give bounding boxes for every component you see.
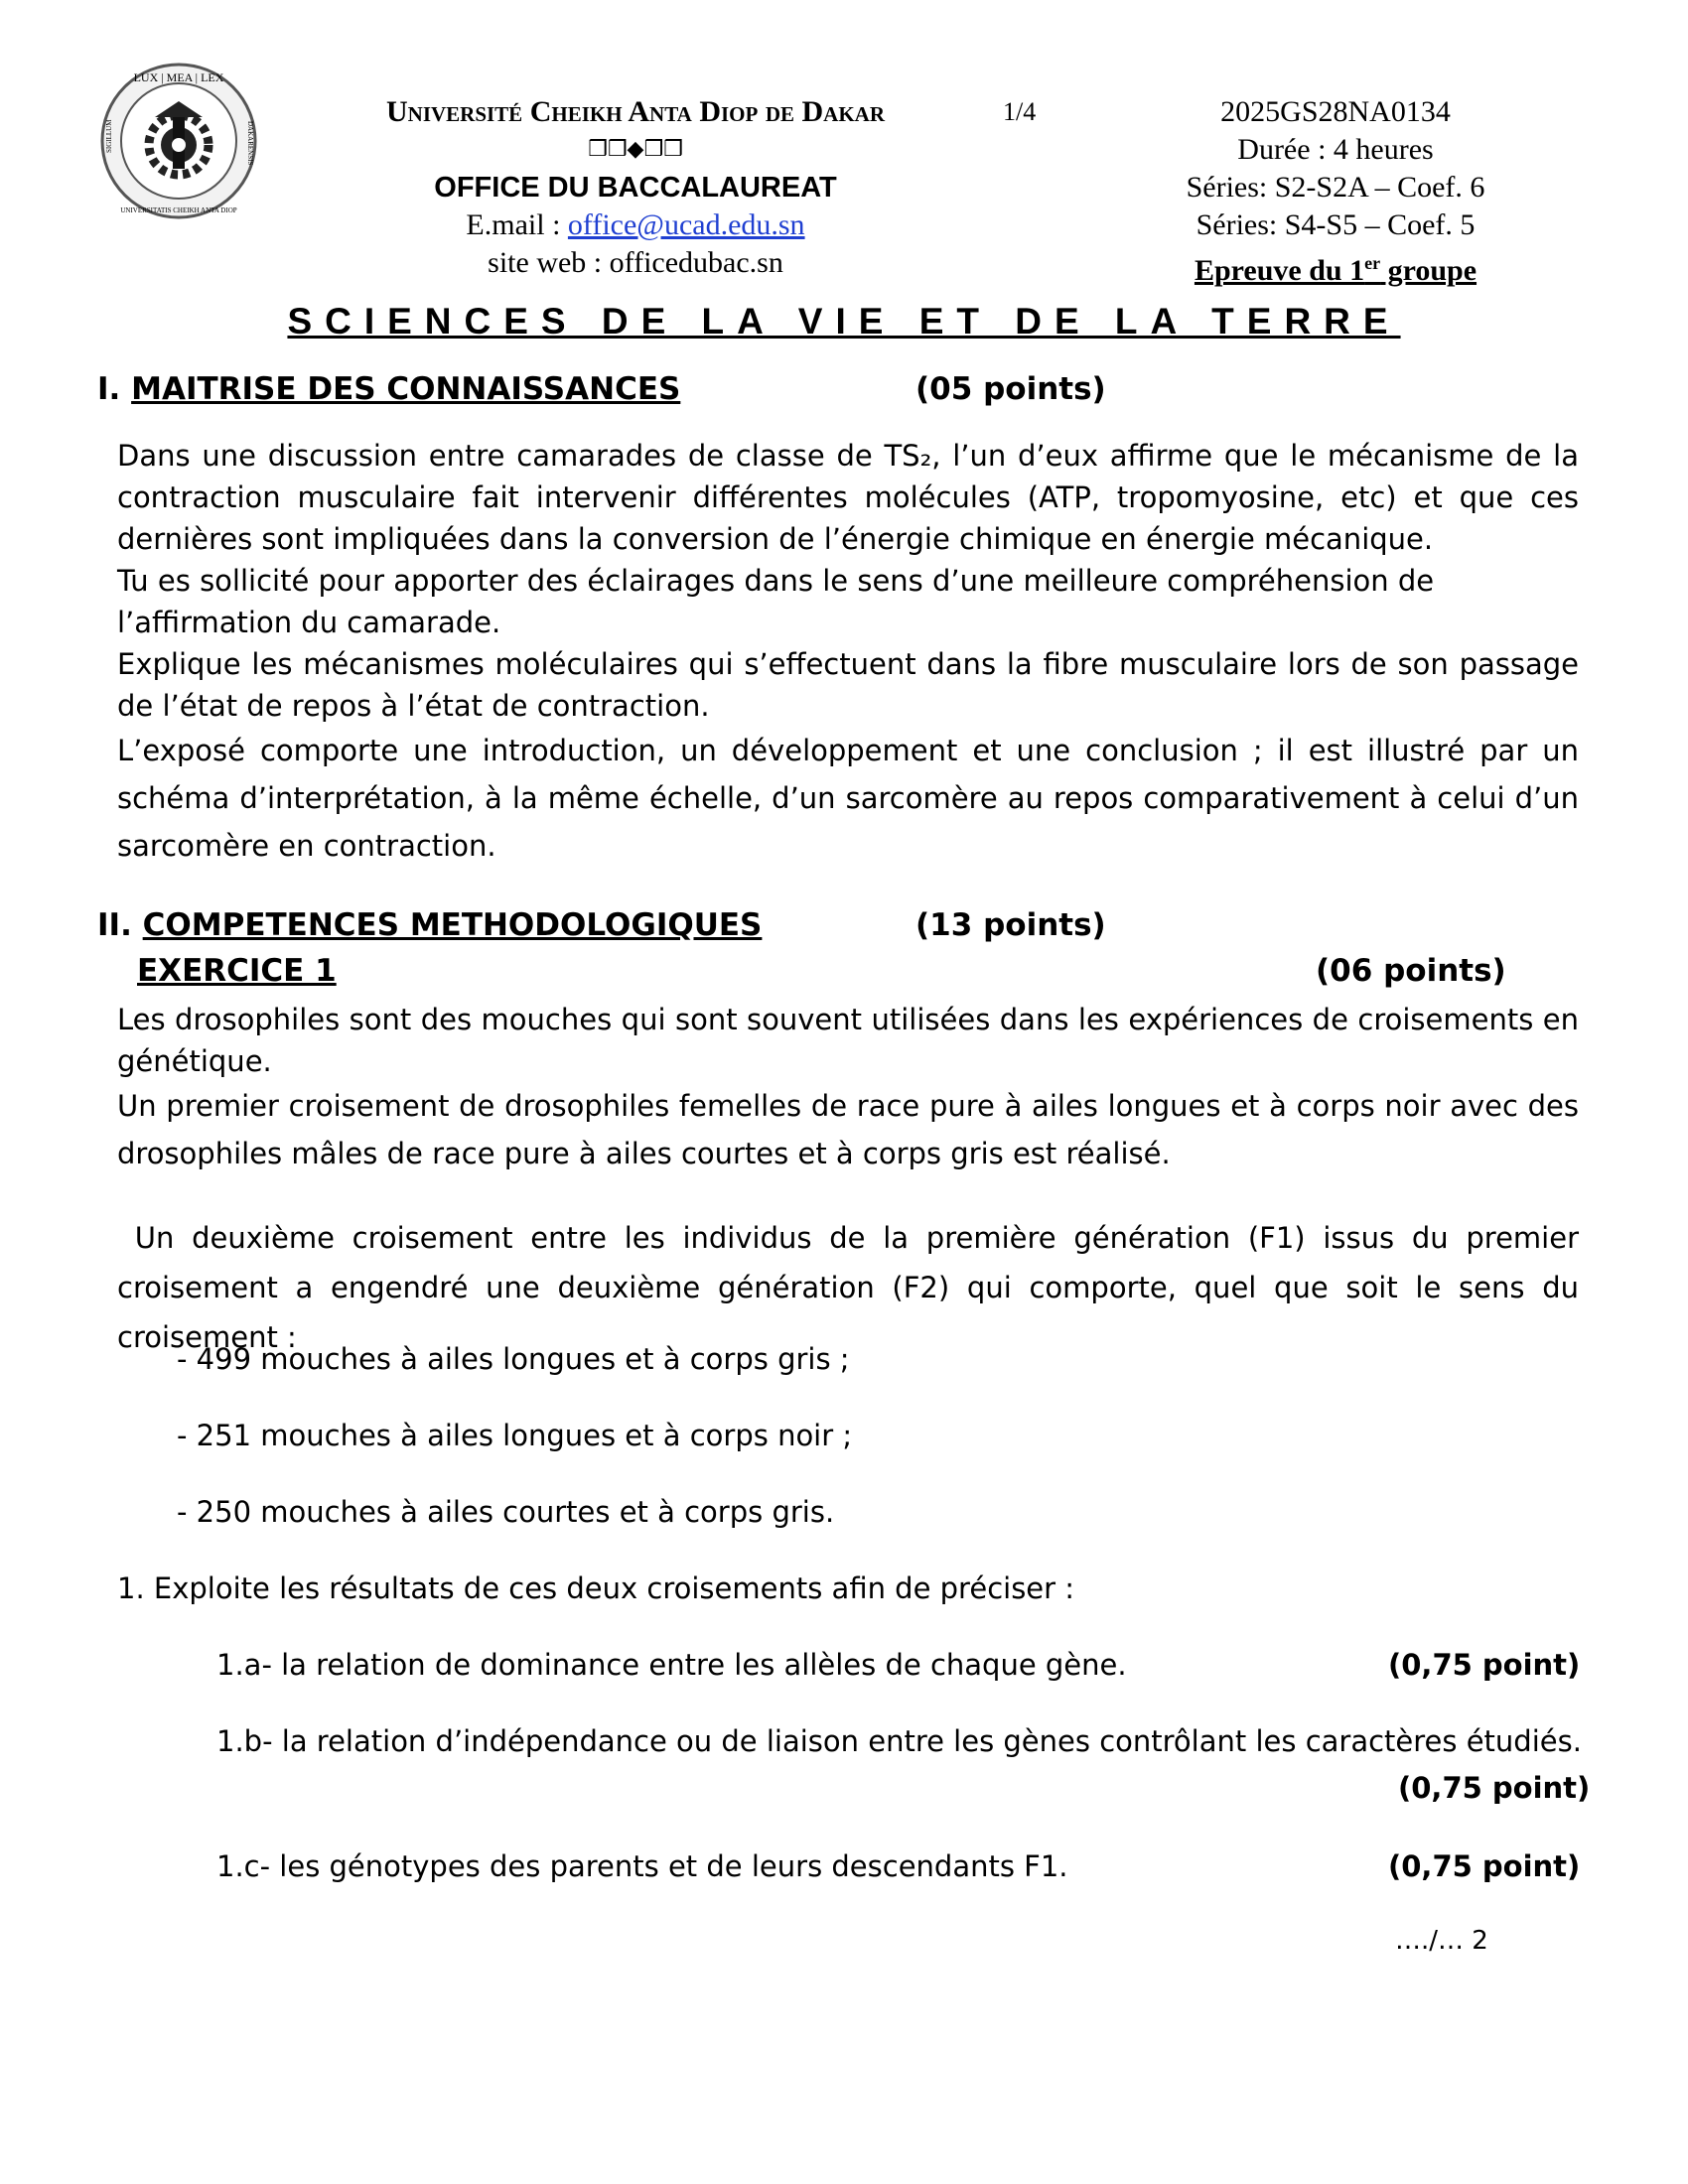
question-1: 1. Exploite les résultats de ces deux croisements afin de préciser : (117, 1571, 1075, 1605)
paragraph: L’exposé comporte une introduction, un développement et une conclusion ; il est illustré par un schéma d’interprétation, à la même échelle, d’un sarcomère au repos comparativement à celui d’un sarcomère en contraction. (117, 734, 1579, 863)
exercise-1-points: (06 points) (1316, 953, 1506, 989)
email-link[interactable]: office@ucad.edu.sn (567, 208, 805, 241)
question-1a: 1.a- la relation de dominance entre les allèles de chaque gène. (216, 1648, 1127, 1682)
section-2-points: (13 points) (915, 907, 1106, 943)
paragraph: Un deuxième croisement entre les individus de la première génération (F1) issus du premier croisement a engendré une deuxième génération (F2) qui comporte, quel que soit le sens du croisement : (117, 1221, 1589, 1354)
exercise-1-heading: EXERCICE 1 (137, 953, 337, 989)
svg-text:DAKARENSIS: DAKARENSIS (246, 121, 254, 166)
header-right-block (1142, 93, 1529, 290)
question-1c: 1.c- les génotypes des parents et de leurs descendants F1. (216, 1849, 1068, 1883)
office-name: OFFICE DU BACCALAUREAT (434, 172, 837, 204)
question-1b-points: (0,75 point) (1398, 1771, 1591, 1805)
question-1c-points: (0,75 point) (1388, 1849, 1581, 1883)
question-1b: 1.b- la relation d’indépendance ou de liaison entre les gènes contrôlant les caractères étudiés. (216, 1724, 1582, 1758)
section-2-heading: II. COMPETENCES METHODOLOGIQUES (97, 907, 763, 943)
header-center-block (318, 93, 953, 282)
result-item: - 499 mouches à ailes longues et à corps gris ; (177, 1342, 850, 1376)
paragraph: Explique les mécanismes moléculaires qui s’effectuent dans la fibre musculaire lors de son passage de l’état de repos à l’état de contraction. (117, 647, 1579, 723)
header-ornament: ❒❒◆❒❒ (588, 137, 683, 162)
section-1-heading: I. MAITRISE DES CONNAISSANCES (97, 371, 681, 407)
epreuve-group: Epreuve du 1er groupe (1194, 253, 1477, 287)
result-item: - 250 mouches à ailes courtes et à corps gris. (177, 1495, 835, 1529)
paragraph: Dans une discussion entre camarades de classe de TS₂, l’un d’eux affirme que le mécanisme de la contraction musculaire fait intervenir différentes molécules (ATP, tropomyosine, etc) et que ces dernières sont impliquées dans la conversion de l’énergie chimique en énergie mécanique. (117, 439, 1579, 556)
svg-text:UNIVERSITATIS CHEIKH ANTA DIOP: UNIVERSITATIS CHEIKH ANTA DIOP (120, 206, 237, 214)
series-coef-2: Séries: S4-S5 – Coef. 5 (1196, 208, 1476, 241)
page-title: SCIENCES DE LA VIE ET DE LA TERRE (287, 301, 1401, 341)
exam-code: 2025GS28NA0134 (1220, 95, 1451, 128)
svg-text:SIGILLUM: SIGILLUM (105, 119, 113, 153)
svg-text:LUX | MEA | LEX: LUX | MEA | LEX (133, 70, 224, 84)
exercise-1-second-cross (117, 1213, 1589, 1362)
question-1a-points: (0,75 point) (1388, 1648, 1581, 1682)
paragraph: Un premier croisement de drosophiles femelles de race pure à ailes longues et à corps noir avec des drosophiles mâles de race pure à ailes courtes et à corps gris est réalisé. (117, 1089, 1579, 1170)
section-1-points: (05 points) (915, 371, 1106, 407)
paragraph: Les drosophiles sont des mouches qui sont souvent utilisées dans les expériences de croisements en génétique. (117, 1003, 1579, 1078)
page-number: 1/4 (1003, 97, 1037, 126)
website-line: site web : officedubac.sn (488, 246, 783, 279)
result-item: - 251 mouches à ailes longues et à corps noir ; (177, 1419, 853, 1452)
paragraph: Tu es sollicité pour apporter des éclairages dans le sens d’une meilleure compréhension de l’affirmation du camarade. (117, 564, 1435, 639)
exercise-1-intro (117, 999, 1579, 1177)
university-seal-logo (99, 62, 258, 220)
section-1-text (117, 435, 1579, 870)
university-name: Université Cheikh Anta Diop de Dakar (385, 95, 885, 128)
page-continuation: …./… 2 (1395, 1926, 1488, 1956)
series-coef-1: Séries: S2-S2A – Coef. 6 (1186, 171, 1485, 204)
email-line: E.mail : office@ucad.edu.sn (466, 208, 805, 241)
exam-duration: Durée : 4 heures (1237, 133, 1434, 166)
